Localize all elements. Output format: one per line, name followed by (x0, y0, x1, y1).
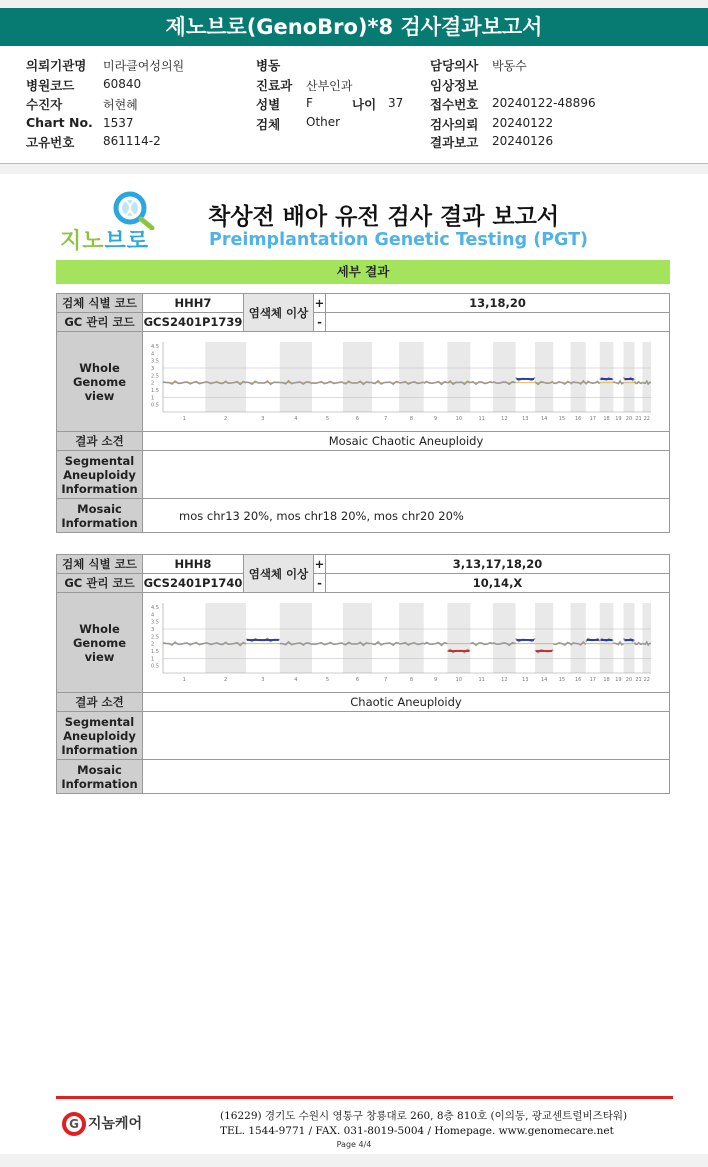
x-tick-label: 11 (478, 677, 485, 683)
copy-number-trace (163, 642, 205, 645)
x-tick-label: 18 (603, 677, 610, 683)
copy-number-trace (372, 381, 399, 384)
x-tick-label: 14 (540, 677, 548, 683)
finding-value: Chaotic Aneuploidy (143, 693, 670, 712)
mosaic-value (143, 760, 670, 794)
specimen-label: 검체 (256, 117, 281, 132)
hospital-code-label: 병원코드 (26, 78, 75, 93)
segmental-value (143, 451, 670, 499)
y-tick-label: 2 (151, 641, 155, 648)
chromosome-band (205, 342, 246, 412)
x-tick-label: 8 (409, 416, 414, 422)
footer-address-block (220, 1109, 627, 1139)
wgv-label: Whole Genome view (57, 332, 143, 432)
plus-sign: + (314, 555, 326, 574)
x-tick-label: 7 (384, 416, 388, 422)
y-tick-label: 1.5 (151, 388, 159, 394)
receipt-value: 20240122-48896 (492, 96, 596, 110)
x-tick-label: 10 (455, 416, 463, 422)
x-tick-label: 20 (625, 416, 633, 422)
x-tick-label: 13 (522, 416, 529, 422)
y-tick-label: 1.5 (151, 649, 159, 655)
genomecare-logo (62, 1112, 142, 1136)
dept-value: 산부인과 (306, 79, 353, 93)
x-tick-label: 7 (384, 677, 388, 683)
genobro-logo (56, 190, 176, 252)
x-tick-label: 12 (501, 677, 508, 683)
report-page (0, 174, 708, 1154)
x-tick-label: 21 (635, 677, 642, 683)
doctor-label: 담당의사 (430, 58, 479, 73)
copy-number-trace (312, 643, 343, 645)
chart-label: Chart No. (26, 115, 93, 130)
chromosome-band (535, 603, 553, 673)
y-tick-label: 4.5 (151, 344, 159, 350)
subreport-title: 착상전 배아 유전 검사 결과 보고서 (208, 204, 560, 230)
x-tick-label: 19 (615, 677, 622, 683)
x-tick-label: 5 (325, 677, 330, 683)
section-header: 세부 결과 (56, 260, 670, 284)
footer-address: (16229) 경기도 수원시 영통구 창룡대로 260, 8층 810호 (이의동, 광교센트럴비즈타워) (220, 1110, 628, 1122)
report-title: 제노브로(GenoBro)*8 검사결과보고서 (0, 8, 708, 46)
y-tick-label: 3 (151, 627, 155, 633)
chromosome-band (399, 342, 424, 412)
x-tick-label: 2 (224, 677, 228, 683)
chromosome-band (280, 603, 312, 673)
request-date-label: 검사의뢰 (430, 117, 479, 132)
y-tick-label: 3.5 (151, 358, 159, 365)
chromosome-band (623, 603, 634, 673)
hospital-code-value: 60840 (103, 77, 142, 91)
request-date-value: 20240122 (492, 116, 554, 130)
x-tick-label: 2 (224, 416, 228, 422)
sample-id-label: 검체 식별 코드 (57, 294, 143, 313)
finding-label: 결과 소견 (57, 432, 143, 451)
report-date-label: 결과보고 (430, 135, 479, 150)
chromosome-band (447, 603, 470, 673)
institution-label: 의뢰기관명 (26, 58, 87, 73)
abnormal-label: 염색체 이상 (244, 294, 314, 332)
x-tick-label: 11 (478, 416, 485, 422)
sample-id-label: 검체 식별 코드 (57, 555, 143, 574)
minus-sign: - (314, 574, 326, 593)
x-tick-label: 4 (294, 416, 298, 422)
x-tick-label: 9 (433, 677, 438, 683)
x-tick-label: 17 (589, 677, 596, 683)
y-tick-label: 2 (151, 380, 155, 387)
report-date-value: 20240126 (492, 134, 554, 148)
x-tick-label: 3 (261, 416, 265, 422)
subreport-subtitle: Preimplantation Genetic Testing (PGT) (209, 230, 589, 250)
gc-code-value: GCS2401P1740 (143, 574, 244, 593)
x-tick-label: 6 (355, 416, 360, 422)
x-tick-label: 19 (615, 416, 622, 422)
patient-info-panel (0, 46, 708, 164)
chromosome-band (571, 342, 586, 412)
unique-value: 861114-2 (103, 134, 161, 148)
copy-number-trace (163, 381, 205, 384)
x-tick-label: 1 (182, 416, 186, 422)
gc-code-value: GCS2401P1739 (143, 313, 244, 332)
g-logo-icon: G (62, 1112, 86, 1136)
x-tick-label: 15 (558, 416, 566, 422)
finding-value: Mosaic Chaotic Aneuploidy (143, 432, 670, 451)
x-tick-label: 15 (558, 677, 566, 683)
x-tick-label: 20 (625, 677, 633, 683)
x-tick-label: 5 (325, 416, 330, 422)
genome-view-cell (143, 332, 670, 432)
y-tick-label: 4 (151, 612, 155, 619)
footer-contact: TEL. 1544-9771 / FAX. 031-8019-5004 / Homepage. www.genomecare.net (220, 1125, 614, 1137)
chromosome-band (493, 603, 515, 673)
chromosome-band (600, 342, 614, 412)
patient-value: 허현혜 (103, 98, 138, 112)
segmental-label: Segmental Aneuploidy Information (57, 451, 143, 499)
chromosome-band (343, 603, 372, 673)
chromosome-band (447, 342, 470, 412)
y-tick-label: 2.5 (151, 373, 159, 380)
chromosome-band (343, 342, 372, 412)
receipt-label: 접수번호 (430, 97, 479, 112)
copy-number-trace (635, 642, 643, 644)
mosaic-label: Mosaic Information (57, 499, 143, 533)
x-tick-label: 3 (261, 677, 265, 683)
chromosome-band (535, 342, 553, 412)
result-table-1 (56, 293, 670, 533)
x-tick-label: 21 (635, 416, 642, 422)
x-tick-label: 4 (294, 677, 298, 683)
gc-code-label: GC 관리 코드 (57, 313, 143, 332)
company-name: 지놈케어 (88, 1116, 143, 1132)
copy-number-trace (635, 381, 643, 383)
chromosome-band (280, 342, 312, 412)
finding-label: 결과 소견 (57, 693, 143, 712)
dept-label: 진료과 (256, 78, 293, 93)
plus-sign: + (314, 294, 326, 313)
specimen-value: Other (306, 115, 341, 129)
chromosome-band (399, 603, 424, 673)
age-value: 37 (388, 96, 404, 110)
chart-value: 1537 (103, 116, 134, 130)
ward-label: 병동 (256, 58, 281, 73)
unique-label: 고유번호 (26, 135, 75, 150)
chromosome-band (643, 603, 651, 673)
segmental-label: Segmental Aneuploidy Information (57, 712, 143, 760)
chromosome-band (623, 342, 634, 412)
logo-text-b: 브로 (104, 229, 150, 254)
footer-divider (56, 1096, 673, 1099)
x-tick-label: 10 (455, 677, 463, 683)
segmental-value (143, 712, 670, 760)
x-tick-label: 14 (540, 416, 548, 422)
sex-label: 성별 (256, 97, 281, 112)
whole-genome-plot (149, 334, 655, 426)
page-number: Page 4/4 (336, 1140, 372, 1149)
result-table-2 (56, 554, 670, 794)
logo-text-a: 지노 (60, 229, 105, 254)
clinical-label: 임상정보 (430, 78, 479, 93)
age-label: 나이 (352, 97, 377, 112)
y-tick-label: 0.5 (151, 402, 159, 409)
chromosome-band (493, 342, 515, 412)
copy-number-trace (312, 382, 343, 384)
chromosome-band (205, 603, 246, 673)
x-tick-label: 16 (575, 416, 582, 422)
y-tick-label: 3 (151, 366, 155, 372)
y-tick-label: 3.5 (151, 619, 159, 626)
mosaic-value: mos chr13 20%, mos chr18 20%, mos chr20 20% (143, 499, 670, 533)
minus-sign: - (314, 313, 326, 332)
genome-view-cell (143, 593, 670, 693)
sample-id-value: HHH7 (143, 294, 244, 313)
sex-value: F (306, 96, 313, 110)
plus-value: 3,13,17,18,20 (326, 555, 670, 574)
gc-code-label: GC 관리 코드 (57, 574, 143, 593)
x-tick-label: 13 (522, 677, 529, 683)
sample-id-value: HHH8 (143, 555, 244, 574)
x-tick-label: 22 (643, 416, 650, 422)
chromosome-band (600, 603, 614, 673)
minus-value (326, 313, 670, 332)
x-tick-label: 6 (355, 677, 360, 683)
x-tick-label: 18 (603, 416, 610, 422)
x-tick-label: 1 (182, 677, 186, 683)
y-tick-label: 2.5 (151, 634, 159, 641)
y-tick-label: 0.5 (151, 663, 159, 670)
whole-genome-plot (149, 595, 655, 687)
x-tick-label: 16 (575, 677, 582, 683)
doctor-value: 박동수 (492, 59, 527, 73)
wgv-label: Whole Genome view (57, 593, 143, 693)
institution-value: 미라클여성의원 (103, 59, 185, 73)
y-tick-label: 4.5 (151, 605, 159, 611)
copy-number-trace (372, 642, 399, 645)
y-tick-label: 4 (151, 351, 155, 358)
chromosome-band (643, 342, 651, 412)
x-tick-label: 22 (643, 677, 650, 683)
patient-label: 수진자 (26, 97, 63, 112)
x-tick-label: 17 (589, 416, 596, 422)
abnormal-label: 염색체 이상 (244, 555, 314, 593)
plus-value: 13,18,20 (326, 294, 670, 313)
minus-value: 10,14,X (326, 574, 670, 593)
x-tick-label: 9 (433, 416, 438, 422)
y-tick-label: 1 (151, 656, 155, 663)
x-tick-label: 12 (501, 416, 508, 422)
x-tick-label: 8 (409, 677, 414, 683)
mosaic-label: Mosaic Information (57, 760, 143, 794)
y-tick-label: 1 (151, 395, 155, 402)
chromosome-band (571, 603, 586, 673)
